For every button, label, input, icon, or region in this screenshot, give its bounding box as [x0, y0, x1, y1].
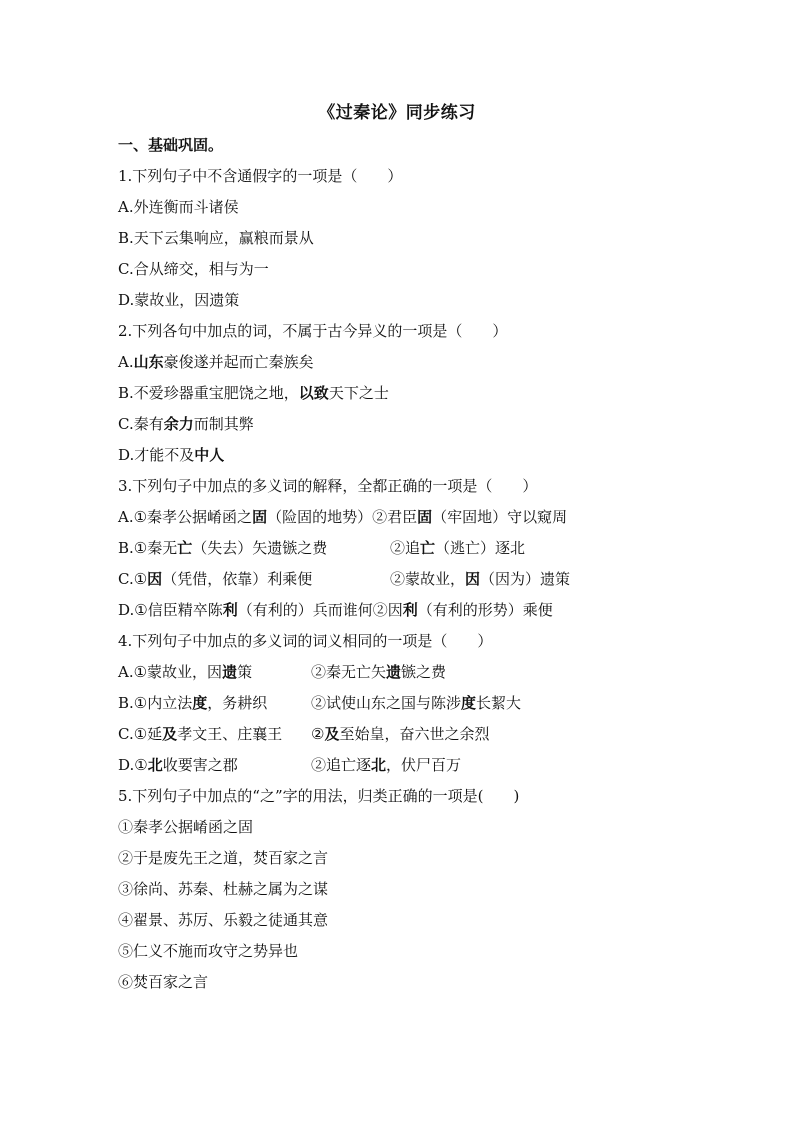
option-text: B.①内立法 [118, 694, 193, 712]
dotted-word: 余力 [163, 415, 194, 433]
option-text: 而制其弊 [193, 415, 254, 433]
question-1-option-c: C.合从缔交，相与为一 [118, 260, 269, 278]
question-5-stem: 5.下列句子中加点的“之”字的用法，归类正确的一项是( ) [118, 787, 520, 805]
dotted-word: 遗 [222, 663, 238, 681]
option-text: B.不爱珍器重宝肥饶之地， [118, 384, 299, 402]
dotted-word: 因 [465, 570, 481, 588]
dotted-word: 亡 [420, 539, 436, 557]
question-3-option-c [118, 564, 738, 595]
dotted-word: 利 [222, 601, 238, 619]
option-text: A.①秦孝公据崤函之 [118, 508, 253, 526]
option-text: ② [311, 725, 325, 743]
option-text: A.①蒙故业，因 [118, 663, 223, 681]
option-text: ②试使山东之国与陈涉 [311, 694, 462, 712]
option-text: A. [118, 353, 134, 371]
option-text: 天下之士 [328, 384, 389, 402]
question-5-item-2: ②于是废先王之道，焚百家之言 [118, 849, 329, 867]
dotted-word: 山东 [133, 353, 164, 371]
dotted-word: 度 [461, 694, 477, 712]
option-text: ②追 [390, 539, 421, 557]
dotted-word: 北 [147, 756, 163, 774]
option-second-clause [390, 533, 525, 564]
option-text: ②蒙故业， [390, 570, 466, 588]
option-text: D.①信臣精卒陈 [118, 601, 223, 619]
option-text: D.① [118, 756, 148, 774]
dotted-word: 固 [252, 508, 268, 526]
option-second-clause [311, 688, 521, 719]
option-second-clause [311, 719, 489, 750]
question-4-option-c [118, 719, 738, 750]
option-text: C.秦有 [118, 415, 164, 433]
dotted-word: 利 [402, 601, 418, 619]
section-heading: 一、基础巩固。 [118, 136, 224, 154]
option-text: 豪俊遂并起而亡秦族矣 [163, 353, 314, 371]
question-4-option-b [118, 688, 738, 719]
question-3-stem: 3.下列句子中加点的多义词的解释，全都正确的一项是（ ） [118, 477, 538, 495]
option-text: B.①秦无 [118, 539, 178, 557]
question-2-option-d [118, 440, 738, 471]
option-text: ②追亡逐 [311, 756, 372, 774]
question-3-option-a [118, 502, 738, 533]
page-title: 《过秦论》同步练习 [318, 103, 476, 123]
option-text: 镞之费 [401, 663, 447, 681]
dotted-word: 及 [162, 725, 178, 743]
option-text: ，务耕织 [207, 694, 268, 712]
question-2-option-c [118, 409, 738, 440]
option-text: 至始皇，奋六世之余烈 [339, 725, 490, 743]
question-2-stem: 2.下列各句中加点的词，不属于古今异义的一项是（ ） [118, 322, 508, 340]
question-3-option-b [118, 533, 738, 564]
dotted-word: 以致 [298, 384, 329, 402]
question-5-item-1: ①秦孝公据崤函之固 [118, 818, 254, 836]
option-text: （有利的）兵而谁何②因 [237, 601, 403, 619]
dotted-word: 北 [371, 756, 387, 774]
question-1-option-b: B.天下云集响应，赢粮而景从 [118, 229, 314, 247]
dotted-word: 固 [417, 508, 433, 526]
question-4-option-a [118, 657, 738, 688]
option-text: 孝文王、庄襄王 [177, 725, 283, 743]
question-1-option-a: A.外连衡而斗诸侯 [118, 198, 239, 216]
question-4-option-d [118, 750, 738, 781]
question-5-item-6: ⑥焚百家之言 [118, 973, 209, 991]
question-2-option-b [118, 378, 738, 409]
question-3-option-d [118, 595, 738, 626]
option-text: 收要害之郡 [162, 756, 238, 774]
option-text: C.① [118, 570, 148, 588]
dotted-word: 及 [324, 725, 340, 743]
question-5-item-4: ④翟景、苏厉、乐毅之徒通其意 [118, 911, 329, 929]
option-second-clause [390, 564, 570, 595]
option-text: ，伏尸百万 [386, 756, 462, 774]
option-text: 策 [237, 663, 253, 681]
option-text: （逃亡）逐北 [435, 539, 526, 557]
dotted-word: 度 [192, 694, 208, 712]
option-text: （牢固地）守以窥周 [432, 508, 568, 526]
dotted-word: 亡 [177, 539, 193, 557]
question-5-item-5: ⑤仁义不施而攻守之势异也 [118, 942, 299, 960]
question-1-stem: 1.下列句子中不含通假字的一项是（ ） [118, 167, 403, 185]
option-text: （失去）矢遗镞之费 [192, 539, 328, 557]
option-text: （有利的形势）乘便 [417, 601, 553, 619]
option-second-clause [311, 657, 446, 688]
dotted-word: 中人 [194, 446, 225, 464]
option-text: （险固的地势）②君臣 [267, 508, 418, 526]
question-4-stem: 4.下列句子中加点的多义词的词义相同的一项是（ ） [118, 632, 493, 650]
question-1-option-d: D.蒙故业，因遗策 [118, 291, 240, 309]
exercise-content [118, 130, 738, 998]
dotted-word: 因 [147, 570, 163, 588]
option-text: （因为）遗策 [480, 570, 571, 588]
dotted-word: 遗 [386, 663, 402, 681]
option-text: ②秦无亡矢 [311, 663, 387, 681]
option-second-clause [311, 750, 461, 781]
question-2-option-a [118, 347, 738, 378]
question-5-item-3: ③徐尚、苏秦、杜赫之属为之谋 [118, 880, 329, 898]
option-text: （凭借，依靠）利乘便 [162, 570, 313, 588]
option-text: C.①延 [118, 725, 163, 743]
option-text: D.才能不及 [118, 446, 195, 464]
option-text: 长絜大 [476, 694, 522, 712]
